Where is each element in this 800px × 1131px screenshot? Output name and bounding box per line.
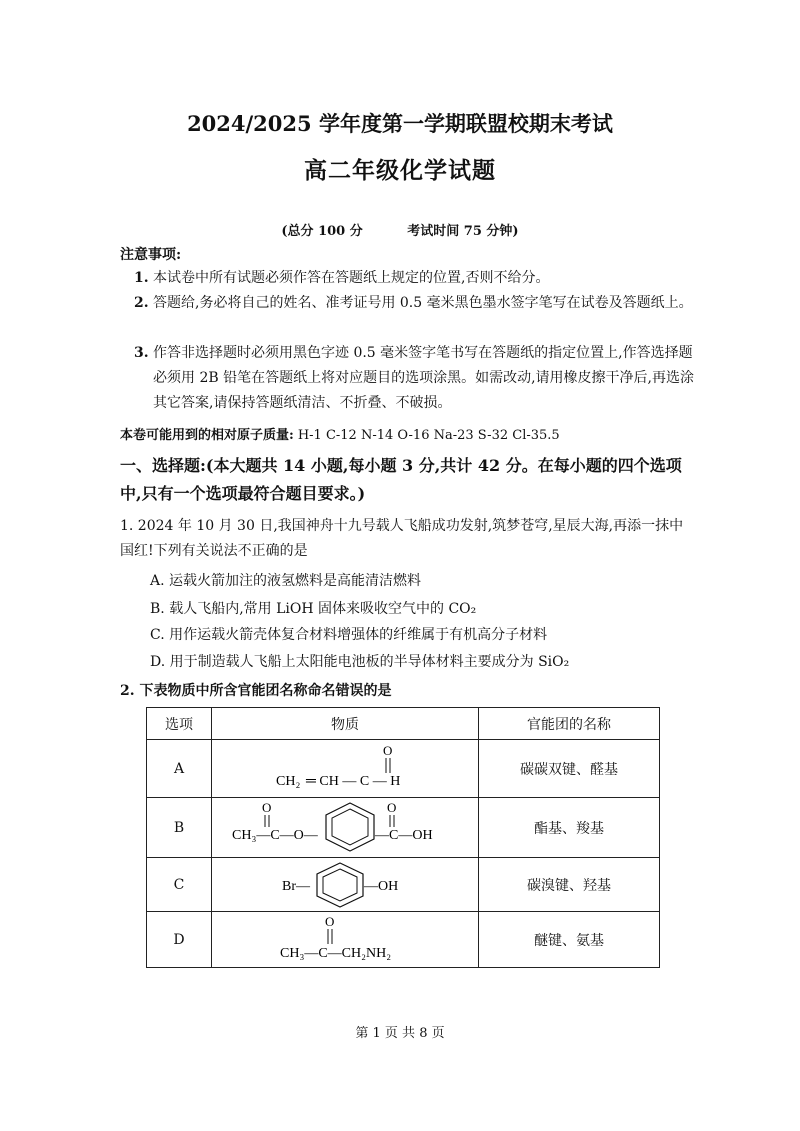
header-group-name: 官能团的名称: [479, 708, 660, 740]
structure-bromophenol: [212, 858, 479, 912]
table-row: [147, 740, 660, 798]
section-heading: 一、选择题:(本大题共 14 小题,每小题 3 分,共计 42 分。在每小题的四个选项中,只有一个选项最符合题目要求。): [120, 456, 682, 503]
formula-text: CH₂: [276, 773, 301, 789]
exam-subtitle: 高二年级化学试题: [304, 157, 496, 184]
exam-time: 考试时间 75 分钟): [407, 224, 519, 239]
formula-text: Br—: [282, 878, 310, 894]
total-score: (总分 100 分: [281, 224, 363, 239]
oxygen-label: O: [325, 913, 335, 929]
exam-info: [0, 220, 800, 239]
notice-item-text: 作答非选择题时必须用黑色字迹 0.5 毫米签字笔书写在答题纸的指定位置上,作答选择题必须用 2B 铅笔在答题纸上将对应题目的选项涂黑。如需改动,请用橡皮擦干净后,再选涂其它答案,请保持答题纸清洁、不折叠、不破损。: [153, 345, 694, 411]
notice-item-1: [134, 266, 694, 291]
oxygen-label: O: [262, 799, 272, 815]
question-1-option-b: B. 载人飞船内,常用 LiOH 固体来吸收空气中的 CO₂: [150, 601, 477, 617]
row-option: B: [147, 798, 212, 858]
formula-text: CH₃—C—O—: [232, 827, 318, 843]
table-row: [147, 798, 660, 858]
formula-text: —OH: [364, 878, 399, 894]
structure-ester-acid: [212, 798, 479, 858]
structure-acrolein: [212, 740, 479, 798]
formula-text: CH₃—C—CH₂NH₂: [280, 945, 392, 961]
header-option: 选项: [147, 708, 212, 740]
question-1-option-c: C. 用作运载火箭壳体复合材料增强体的纤维属于有机高分子材料: [150, 627, 548, 643]
row-group-name: 碳溴键、羟基: [479, 858, 660, 912]
notice-item-number: 1.: [134, 270, 149, 286]
question-1-option-a: A. 运载火箭加注的液氢燃料是高能清洁燃料: [150, 573, 422, 589]
table-row: [147, 858, 660, 912]
oxygen-label: O: [387, 799, 397, 815]
row-group-name: 醚键、氨基: [479, 912, 660, 968]
functional-group-table: [146, 707, 660, 968]
notice-item-number: 2.: [134, 295, 149, 311]
row-option: C: [147, 858, 212, 912]
notice-item-2: [134, 291, 694, 316]
header-substance: 物质: [212, 708, 479, 740]
row-group-name: 酯基、羧基: [479, 798, 660, 858]
atomic-masses-values: H-1 C-12 N-14 O-16 Na-23 S-32 Cl-35.5: [297, 428, 560, 443]
formula-text: ═ CH — C — H: [306, 773, 401, 789]
notice-item-number: 3.: [134, 345, 149, 361]
table-header-row: [147, 708, 660, 740]
notice-item-text: 本试卷中所有试题必须作答在答题纸上规定的位置,否则不给分。: [153, 270, 550, 286]
notice-item-3: [134, 341, 694, 416]
structure-aminoacetone: [212, 912, 479, 968]
question-2-stem: 2. 下表物质中所含官能团名称命名错误的是: [120, 683, 392, 699]
row-option: D: [147, 912, 212, 968]
notice-item-text: 答题给,务必将自己的姓名、准考证号用 0.5 毫米黑色墨水签字笔写在试卷及答题纸上。: [153, 295, 693, 311]
row-group-name: 碳碳双键、醛基: [479, 740, 660, 798]
question-1-stem: 1. 2024 年 10 月 30 日,我国神舟十九号载人飞船成功发射,筑梦苍穹,星辰大海,再添一抹中国红!下列有关说法不正确的是: [120, 518, 684, 559]
oxygen-label: O: [383, 742, 393, 758]
atomic-masses: [120, 424, 560, 443]
page-footer: 第 1 页 共 8 页: [355, 1026, 445, 1041]
table-row: [147, 912, 660, 968]
formula-text: —C—OH: [375, 827, 433, 843]
atomic-masses-label: 本卷可能用到的相对原子质量:: [120, 428, 294, 443]
question-1-option-d: D. 用于制造载人飞船上太阳能电池板的半导体材料主要成分为 SiO₂: [150, 654, 570, 670]
notice-heading: 注意事项:: [120, 247, 182, 263]
exam-title: 2024/2025 学年度第一学期联盟校期末考试: [187, 111, 613, 136]
row-option: A: [147, 740, 212, 798]
